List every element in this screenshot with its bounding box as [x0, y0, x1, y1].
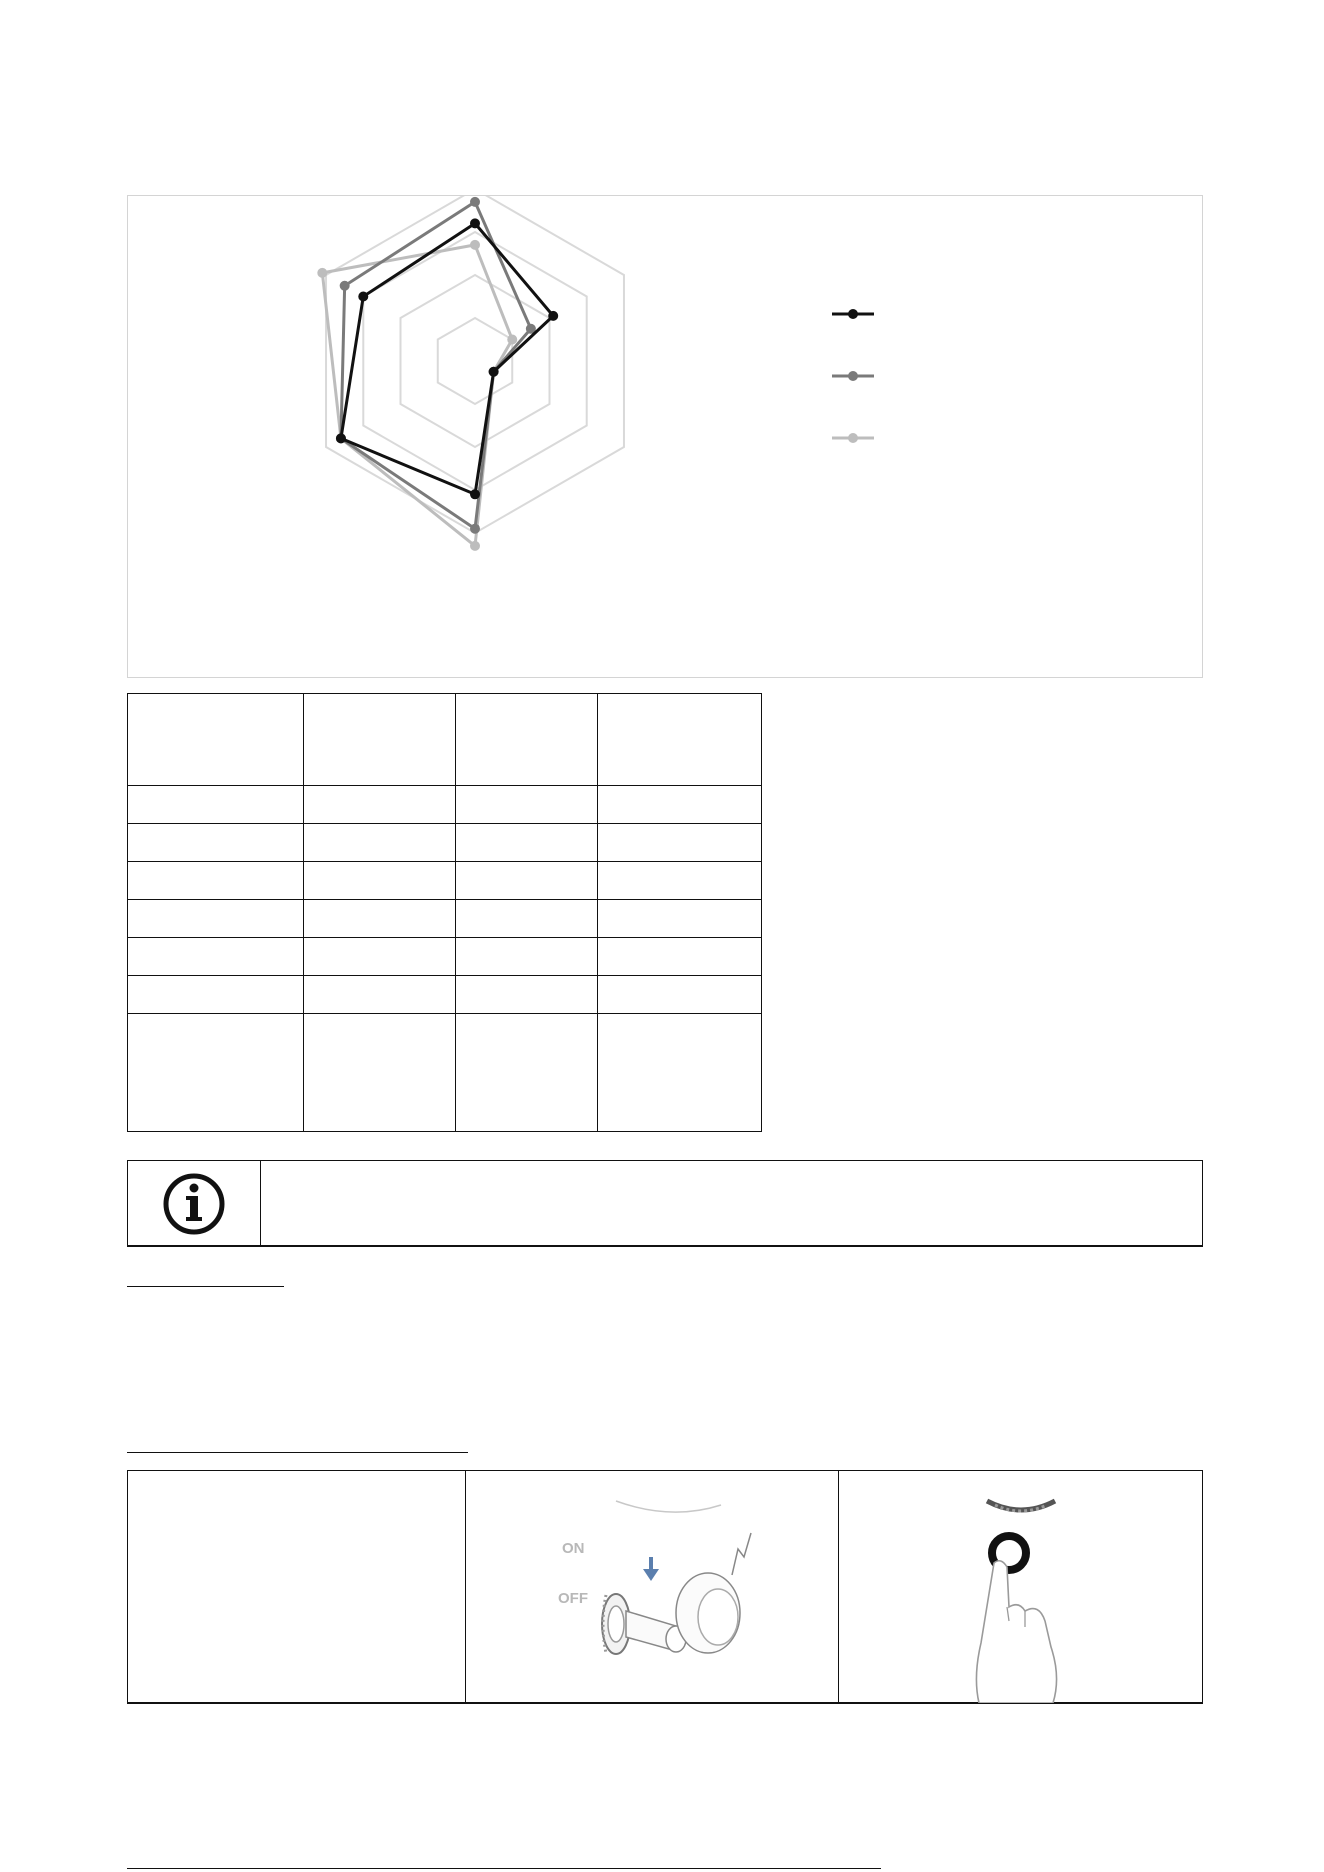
procedure-table: [127, 1470, 1203, 1704]
table-cell: [456, 694, 598, 786]
off-label: OFF: [558, 1590, 588, 1607]
table-cell: [456, 937, 598, 975]
table-cell: [304, 862, 456, 900]
table-cell: [304, 786, 456, 824]
section-heading-underline: [127, 1286, 284, 1287]
table-cell: [304, 937, 456, 975]
arrow-down-icon: [643, 1557, 659, 1581]
series-point-1: [358, 292, 368, 302]
table-cell: [128, 786, 304, 824]
table-cell: [128, 862, 304, 900]
series-line-3: [322, 245, 512, 546]
series-point-1: [470, 218, 480, 228]
series-point-2: [470, 197, 480, 207]
table-cell: [304, 899, 456, 937]
procedure-step-text-cell: [128, 1471, 466, 1703]
table-cell: [128, 899, 304, 937]
section-heading-underline: [127, 1452, 468, 1453]
table-cell: [598, 1013, 762, 1131]
table-row: [128, 975, 762, 1013]
procedure-button-cell: [839, 1471, 1202, 1703]
table-cell: [598, 937, 762, 975]
data-table: [127, 693, 761, 1132]
series-point-1: [336, 433, 346, 443]
table-cell: [128, 824, 304, 862]
series-point-2: [340, 281, 350, 291]
table-row: [128, 786, 762, 824]
table-cell: [456, 975, 598, 1013]
table-cell: [304, 694, 456, 786]
table-cell: [598, 694, 762, 786]
table-row: [128, 899, 762, 937]
series-point-3: [470, 541, 480, 551]
series-point-1: [548, 311, 558, 321]
on-label: ON: [562, 1540, 585, 1557]
legend-marker-1: [848, 309, 858, 319]
table-cell: [598, 975, 762, 1013]
info-note: [127, 1160, 1203, 1247]
table-cell: [456, 899, 598, 937]
chart-panel: [127, 195, 1203, 678]
info-icon-cell: [128, 1161, 261, 1246]
table-cell: [456, 824, 598, 862]
footer-rule: [127, 1868, 881, 1869]
table-cell: [128, 937, 304, 975]
table-row: [128, 1013, 762, 1131]
table-cell: [456, 786, 598, 824]
table-cell: [128, 694, 304, 786]
table-cell: [598, 899, 762, 937]
table-row: [128, 937, 762, 975]
table-cell: [304, 1013, 456, 1131]
series-point-3: [470, 240, 480, 250]
radar-gridline: [401, 275, 550, 447]
series-point-3: [507, 335, 517, 345]
legend-marker-3: [848, 433, 858, 443]
series-point-1: [489, 367, 499, 377]
table-row: [128, 862, 762, 900]
table-cell: [598, 824, 762, 862]
main-switch-illustration: [466, 1471, 838, 1703]
legend-marker-2: [848, 371, 858, 381]
table-cell: [456, 1013, 598, 1131]
table-row: [128, 824, 762, 862]
table-row: [128, 694, 762, 786]
table-cell: [456, 862, 598, 900]
radar-gridline: [363, 232, 586, 490]
series-point-3: [317, 268, 327, 278]
table-cell: [598, 862, 762, 900]
table-cell: [598, 786, 762, 824]
table-cell: [128, 975, 304, 1013]
chart-legend: [832, 294, 1132, 444]
procedure-switch-cell: [466, 1471, 839, 1703]
table-cell: [128, 1013, 304, 1131]
info-icon: [158, 1171, 230, 1237]
power-button-illustration: [839, 1471, 1201, 1703]
series-point-2: [470, 524, 480, 534]
table-cell: [304, 824, 456, 862]
table-cell: [304, 975, 456, 1013]
series-point-1: [470, 489, 480, 499]
